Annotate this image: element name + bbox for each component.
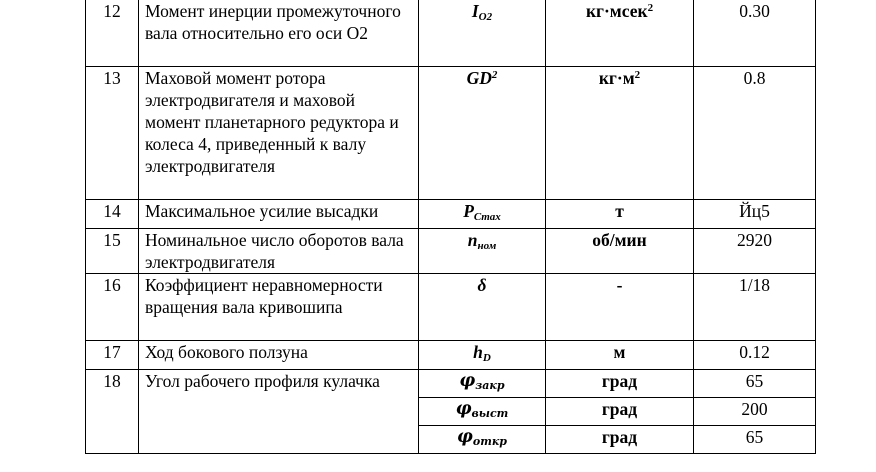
parameter-value: 0.8 xyxy=(694,67,816,200)
parameter-unit: град xyxy=(546,398,694,426)
row-number: 15 xyxy=(86,229,139,274)
row-number: 14 xyxy=(86,200,139,229)
parameter-symbol: $\varphi_{выст}$ xyxy=(419,398,546,426)
parameter-symbol: $P_{Cmax}$ xyxy=(419,200,546,229)
parameter-symbol: $I_{O2}$ xyxy=(419,0,546,67)
parameter-name: Максимальное усилие высадки xyxy=(139,200,419,229)
parameter-name: Коэффициент неравномерности вращения вала кривошипа xyxy=(139,274,419,341)
parameter-symbol: $h_D$ xyxy=(419,341,546,370)
row-number: 12 xyxy=(86,0,139,67)
row-number: 13 xyxy=(86,67,139,200)
parameter-value: 65 xyxy=(694,370,816,398)
parameter-name: Момент инерции промежуточного вала относительно его оси О2 xyxy=(139,0,419,67)
parameters-table xyxy=(85,0,816,454)
parameter-value: 1/18 xyxy=(694,274,816,341)
parameter-name: Номинальное число оборотов вала электродвигателя xyxy=(139,229,419,274)
parameter-unit: м xyxy=(546,341,694,370)
parameter-unit: т xyxy=(546,200,694,229)
row-number: 16 xyxy=(86,274,139,341)
parameter-value: 65 xyxy=(694,426,816,454)
parameter-symbol: δ xyxy=(419,274,546,341)
parameter-unit: град xyxy=(546,426,694,454)
row-number: 18 xyxy=(86,370,139,454)
row-number: 17 xyxy=(86,341,139,370)
parameter-unit: - xyxy=(546,274,694,341)
table-row xyxy=(86,67,816,200)
table-row xyxy=(86,341,816,370)
parameter-value: 200 xyxy=(694,398,816,426)
table-row xyxy=(86,274,816,341)
table-row xyxy=(86,370,816,398)
parameter-value: 2920 xyxy=(694,229,816,274)
parameter-symbol: $n_{ном}$ xyxy=(419,229,546,274)
parameter-name: Ход бокового ползуна xyxy=(139,341,419,370)
parameter-symbol: $\varphi_{закр}$ xyxy=(419,370,546,398)
parameter-value: Йц5 xyxy=(694,200,816,229)
parameter-unit: $кг\cdot м^2$ xyxy=(546,67,694,200)
parameter-name: Маховой момент ротора электродвигателя и маховой момент планетарного редуктора и колеса 4, приведенный к валу электродвигателя xyxy=(139,67,419,200)
parameter-value: 0.12 xyxy=(694,341,816,370)
table-row xyxy=(86,229,816,274)
parameter-symbol: $\varphi_{откр}$ xyxy=(419,426,546,454)
parameter-unit: об/мин xyxy=(546,229,694,274)
parameter-unit: град xyxy=(546,370,694,398)
parameter-symbol: $GD^2$ xyxy=(419,67,546,200)
parameter-unit: кг·мсек$^2$ xyxy=(546,0,694,67)
parameter-value: 0.30 xyxy=(694,0,816,67)
parameter-name: Угол рабочего профиля кулачка xyxy=(139,370,419,454)
table-row xyxy=(86,0,816,67)
table-row xyxy=(86,200,816,229)
